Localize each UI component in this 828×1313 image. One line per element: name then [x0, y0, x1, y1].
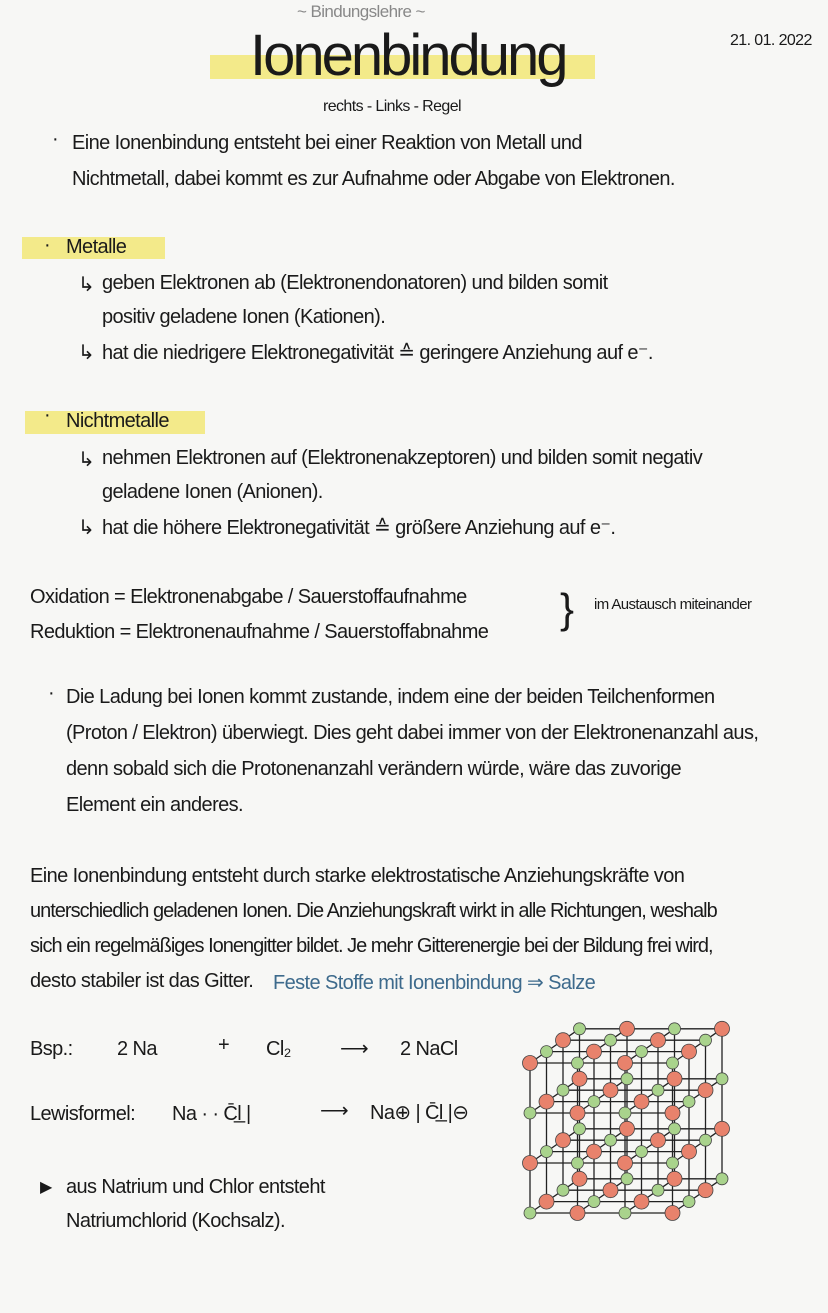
- sodium-ion: [570, 1206, 585, 1221]
- reaction-arrow: ⟶: [340, 1038, 369, 1060]
- sodium-ion: [523, 1056, 538, 1071]
- chloride-ion: [700, 1034, 712, 1046]
- sodium-ion: [665, 1206, 680, 1221]
- sodium-ion: [620, 1121, 635, 1136]
- sodium-ion: [698, 1183, 713, 1198]
- sodium-ion: [539, 1094, 554, 1109]
- chloride-ion: [636, 1046, 648, 1058]
- nichtmetalle-heading: Nichtmetalle: [66, 410, 169, 432]
- metalle-point: hat die niedrigere Elektronegativität ≙ geringere Anziehung auf e⁻.: [102, 342, 653, 364]
- lewis-label: Lewisformel:: [30, 1103, 136, 1125]
- sodium-ion: [682, 1044, 697, 1059]
- ladung-line: Element ein anderes.: [66, 794, 244, 816]
- sodium-ion: [572, 1071, 587, 1086]
- sodium-ion: [682, 1144, 697, 1159]
- chloride-ion: [669, 1023, 681, 1035]
- product-nacl: 2 NaCl: [400, 1038, 458, 1060]
- chloride-ion: [572, 1157, 584, 1169]
- oxidation-definition: Oxidation = Elektronenabgabe / Sauerstoffaufnahme: [30, 586, 467, 608]
- sodium-ion: [572, 1171, 587, 1186]
- chloride-ion: [574, 1123, 586, 1135]
- chloride-ion: [652, 1084, 664, 1096]
- chloride-ion: [541, 1146, 553, 1158]
- sodium-ion: [556, 1033, 571, 1048]
- sodium-ion: [651, 1033, 666, 1048]
- metalle-heading: Metalle: [66, 236, 127, 258]
- sodium-ion: [618, 1056, 633, 1071]
- chloride-ion: [652, 1184, 664, 1196]
- metalle-point: positiv geladene Ionen (Kationen).: [102, 306, 386, 328]
- sodium-ion: [634, 1094, 649, 1109]
- sodium-ion: [587, 1044, 602, 1059]
- chloride-ion: [683, 1196, 695, 1208]
- bullet: ·: [48, 682, 55, 704]
- ionic-lattice-diagram: [518, 1003, 750, 1243]
- chloride-ion: [669, 1123, 681, 1135]
- chloride-ion: [683, 1096, 695, 1108]
- reduktion-definition: Reduktion = Elektronenaufnahme / Sauerstoffabnahme: [30, 621, 489, 643]
- chloride-ion: [619, 1207, 631, 1219]
- chloride-ion: [588, 1196, 600, 1208]
- nichtmetalle-heading-bullet: ·: [44, 404, 51, 426]
- chloride-ion: [621, 1173, 633, 1185]
- sodium-ion: [634, 1194, 649, 1209]
- gitter-line: unterschiedlich geladenen Ionen. Die Anziehungskraft wirkt in alle Richtungen, weshalb: [30, 900, 717, 922]
- sodium-ion: [651, 1133, 666, 1148]
- gitter-line: Eine Ionenbindung entsteht durch starke elektrostatische Anziehungskräfte von: [30, 865, 685, 887]
- chloride-ion: [667, 1057, 679, 1069]
- salze-note: Feste Stoffe mit Ionenbindung ⇒ Salze: [273, 972, 596, 994]
- ladung-line: denn sobald sich die Protonenanzahl verändern würde, wäre das zuvorige: [66, 758, 682, 780]
- fazit-line: aus Natrium und Chlor entsteht: [66, 1176, 325, 1198]
- sodium-ion: [539, 1194, 554, 1209]
- subtitle: rechts - Links - Regel: [323, 98, 461, 115]
- sodium-ion: [715, 1021, 730, 1036]
- chloride-ion: [572, 1057, 584, 1069]
- brace-icon: }: [560, 585, 574, 632]
- chloride-ion: [574, 1023, 586, 1035]
- chloride-ion: [716, 1173, 728, 1185]
- sodium-ion: [587, 1144, 602, 1159]
- nichtmetalle-point: nehmen Elektronen auf (Elektronenakzeptoren) und bilden somit negativ: [102, 447, 703, 469]
- reactant-na: 2 Na: [117, 1038, 157, 1060]
- chloride-ion: [541, 1046, 553, 1058]
- sodium-ion: [665, 1106, 680, 1121]
- sodium-ion: [570, 1106, 585, 1121]
- topic-label: ~ Bindungslehre ~: [297, 2, 425, 21]
- bullet: ·: [52, 128, 59, 150]
- arrow-icon: ↳: [78, 449, 95, 471]
- sodium-ion: [603, 1183, 618, 1198]
- nichtmetalle-point: hat die höhere Elektronegativität ≙ größere Anziehung auf e⁻.: [102, 517, 616, 539]
- chloride-ion: [716, 1073, 728, 1085]
- lewis-arrow: ⟶: [320, 1100, 349, 1122]
- chloride-ion: [588, 1096, 600, 1108]
- triangle-bullet-icon: ▶: [40, 1179, 52, 1196]
- reactant-cl2: Cl₂: [266, 1038, 291, 1060]
- chloride-ion: [621, 1073, 633, 1085]
- fazit-line: Natriumchlorid (Kochsalz).: [66, 1210, 285, 1232]
- metalle-point: geben Elektronen ab (Elektronendonatoren) und bilden somit: [102, 272, 608, 294]
- lewis-right: Na⊕ | C̄l̲ |⊖: [370, 1102, 469, 1124]
- gitter-line: sich ein regelmäßiges Ionengitter bildet. Je mehr Gitterenergie bei der Bildung frei wird,: [30, 935, 713, 957]
- intro-line: Nichtmetall, dabei kommt es zur Aufnahme oder Abgabe von Elektronen.: [72, 168, 675, 190]
- sodium-ion: [556, 1133, 571, 1148]
- ladung-line: Die Ladung bei Ionen kommt zustande, indem eine der beiden Teilchenformen: [66, 686, 715, 708]
- chloride-ion: [605, 1134, 617, 1146]
- sodium-ion: [667, 1071, 682, 1086]
- metalle-heading-bullet: ·: [44, 234, 51, 256]
- intro-line: Eine Ionenbindung entsteht bei einer Reaktion von Metall und: [72, 132, 582, 154]
- sodium-ion: [618, 1156, 633, 1171]
- chloride-ion: [524, 1107, 536, 1119]
- chloride-ion: [619, 1107, 631, 1119]
- chloride-ion: [605, 1034, 617, 1046]
- gitter-line: desto stabiler ist das Gitter.: [30, 970, 254, 992]
- ladung-line: (Proton / Elektron) überwiegt. Dies geht dabei immer von der Elektronenanzahl aus,: [66, 722, 759, 744]
- nichtmetalle-point: geladene Ionen (Anionen).: [102, 481, 323, 503]
- chloride-ion: [524, 1207, 536, 1219]
- date: 21. 01. 2022: [730, 32, 812, 49]
- sodium-ion: [620, 1021, 635, 1036]
- arrow-icon: ↳: [78, 342, 95, 364]
- chloride-ion: [557, 1184, 569, 1196]
- chloride-ion: [557, 1084, 569, 1096]
- chloride-ion: [636, 1146, 648, 1158]
- sodium-ion: [667, 1171, 682, 1186]
- sodium-ion: [715, 1121, 730, 1136]
- plus-sign: +: [218, 1034, 230, 1056]
- example-label: Bsp.:: [30, 1038, 73, 1060]
- page-title: Ionenbindung: [250, 23, 566, 88]
- chloride-ion: [700, 1134, 712, 1146]
- sodium-ion: [523, 1156, 538, 1171]
- sodium-ion: [603, 1083, 618, 1098]
- arrow-icon: ↳: [78, 274, 95, 296]
- redox-note: im Austausch miteinander: [594, 596, 752, 613]
- chloride-ion: [667, 1157, 679, 1169]
- sodium-ion: [698, 1083, 713, 1098]
- lewis-left: Na · · C̄l̲ |: [172, 1103, 251, 1125]
- arrow-icon: ↳: [78, 517, 95, 539]
